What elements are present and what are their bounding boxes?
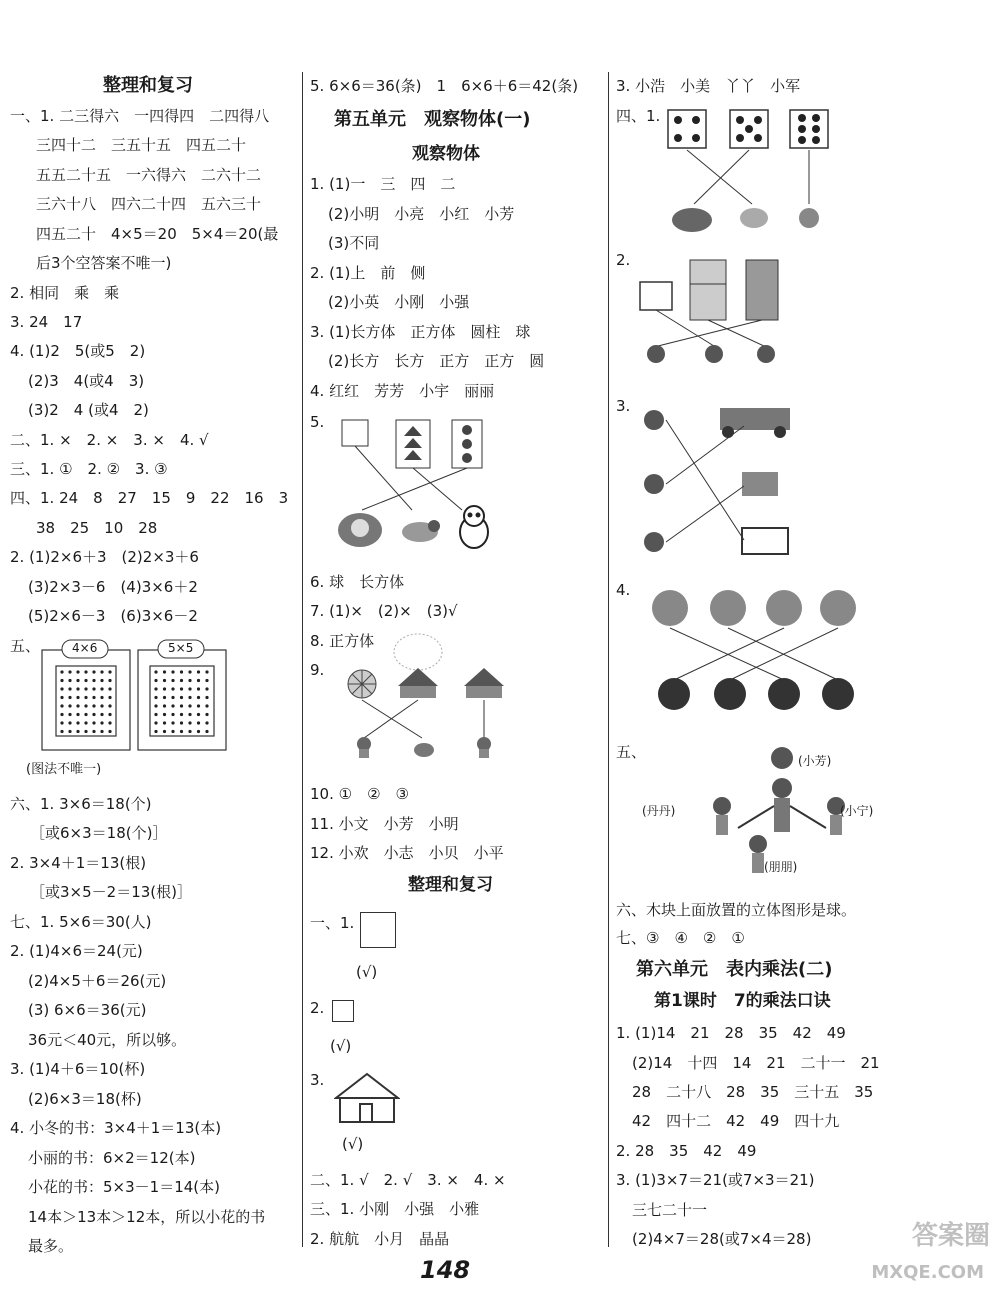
answer-line: 4. 小冬的书：3×4＋1＝13(本): [10, 1119, 222, 1137]
answer-line: 3.: [616, 397, 631, 415]
grid-dot: [188, 721, 191, 724]
answer-line: 七、③ ④ ② ①: [616, 929, 745, 947]
grid-dot: [188, 730, 191, 733]
grid-dot: [163, 713, 166, 716]
answer-line: 二、1. × 2. × 3. × 4. √: [10, 431, 209, 449]
answer-line: 2. 3×4＋1＝13(根): [10, 854, 147, 872]
grid-dot: [180, 721, 183, 724]
grid-dot: [180, 730, 183, 733]
answer-line: 小丽的书：6×2＝12(本): [28, 1149, 196, 1167]
grid-dot: [68, 730, 71, 733]
answer-line: (3)2 4 (或4 2): [28, 401, 149, 419]
answer-line: (2)长方 长方 正方 正方 圆: [328, 352, 545, 370]
grid-dot: [100, 670, 103, 673]
grid-dot: [108, 670, 111, 673]
view-matching-figure-q5: [332, 416, 502, 556]
check-mark: (√): [330, 1037, 352, 1055]
answer-line: 小花的书：5×3－1＝14(本): [28, 1178, 220, 1196]
grid-dot: [163, 687, 166, 690]
grid-dot: [92, 679, 95, 682]
answer-line: 六、木块上面放置的立体图形是球。: [616, 901, 857, 919]
column-3: [614, 70, 994, 1250]
answer-line: 1. (1)一 三 四 二: [310, 175, 456, 193]
answer-line: 5. 6×6＝36(条) 1 6×6＋6＝42(条): [310, 77, 579, 95]
grid-dot: [205, 687, 208, 690]
grid-dot: [108, 704, 111, 707]
grid-dot: [205, 704, 208, 707]
section-five-label: 五、: [10, 637, 41, 655]
grid-label-4x6: 4×6: [72, 641, 98, 655]
answer-line: 6. 球 长方体: [310, 573, 405, 591]
answer-line: 38 25 10 28: [36, 519, 158, 537]
grid-dot: [76, 679, 79, 682]
grid-dot: [197, 687, 200, 690]
grid-dot: [92, 696, 95, 699]
grid-dot: [171, 679, 174, 682]
grid-dot: [60, 730, 63, 733]
answer-line: 后3个空答案不唯一): [36, 254, 172, 272]
grid-dot: [180, 670, 183, 673]
grid-dot: [154, 730, 157, 733]
grid-dot: [84, 679, 87, 682]
answer-line: 3. (1)长方体 正方体 圆柱 球: [310, 323, 531, 341]
bear-matching-figure: [634, 580, 874, 720]
grid-dot: [100, 696, 103, 699]
answer-line: 最多。: [28, 1237, 74, 1255]
grid-dot: [60, 670, 63, 673]
grid-dot: [163, 670, 166, 673]
grid-dot: [188, 696, 191, 699]
answer-line: 8. 正方体: [310, 632, 375, 650]
answer-line: (3)不同: [328, 234, 380, 252]
grid-dot: [154, 696, 157, 699]
grid-dot: [108, 696, 111, 699]
grid-dot: [84, 713, 87, 716]
answer-line: 一、1.: [310, 914, 355, 932]
grid-dot: [76, 721, 79, 724]
grid-dot: [60, 713, 63, 716]
answer-line: 3. (1)4＋6＝10(杯): [10, 1060, 146, 1078]
grid-dot: [205, 670, 208, 673]
grid-dot: [205, 696, 208, 699]
grid-dot: [154, 687, 157, 690]
answer-line: 3. 24 17: [10, 313, 83, 331]
grid-dot: [171, 670, 174, 673]
answer-line: 42 四十二 42 49 四十九: [632, 1112, 840, 1130]
answer-line: ［或3×5－2＝13(根)］: [30, 883, 192, 901]
grid-dot: [197, 670, 200, 673]
answer-line: 三、1. ① 2. ② 3. ③: [10, 460, 168, 478]
grid-dot: [154, 704, 157, 707]
answer-line: 五五二十五 一六得六 二六十二: [36, 166, 262, 184]
answer-line: (2)4×7＝28(或7×4＝28): [632, 1230, 812, 1248]
grid-dot: [163, 730, 166, 733]
answer-line: (2)小英 小刚 小强: [328, 293, 470, 311]
dot-grid-figure: [38, 638, 238, 753]
answer-line: (5)2×6－3 (6)3×6－2: [28, 607, 198, 625]
grid-dot: [100, 687, 103, 690]
answer-line: 2. 28 35 42 49: [616, 1142, 757, 1160]
grid-dot: [154, 721, 157, 724]
grid-dot: [197, 730, 200, 733]
grid-dot: [84, 670, 87, 673]
grid-dot: [188, 713, 191, 716]
grid-dot: [68, 704, 71, 707]
answer-line: 七、1. 5×6＝30(人): [10, 913, 152, 931]
grid-dot: [180, 713, 183, 716]
grid-dot: [205, 679, 208, 682]
view-matching-figure-q9: [332, 630, 512, 760]
kid-label: (朋朋): [764, 860, 798, 874]
grid-dot: [60, 687, 63, 690]
answer-line: 2. (1)2×6＋3 (2)2×3＋6: [10, 548, 199, 566]
grid-dot: [180, 687, 183, 690]
grid-dot: [163, 679, 166, 682]
answer-line: 10. ① ② ③: [310, 785, 409, 803]
answer-line: 28 二十八 28 35 三十五 35: [632, 1083, 874, 1101]
grid-dot: [68, 696, 71, 699]
grid-dot: [197, 679, 200, 682]
answer-line: 四、1. 24 8 27 15 9 22 16 3: [10, 489, 289, 507]
answer-line: (3)2×3－6 (4)3×6＋2: [28, 578, 198, 596]
grid-dot: [163, 721, 166, 724]
grid-dot: [100, 721, 103, 724]
answer-line: 二、1. √ 2. √ 3. × 4. ×: [310, 1171, 506, 1189]
column-divider-1: [302, 72, 303, 1247]
review-title-2: 整理和复习: [408, 875, 493, 895]
answer-line: (2)小明 小亮 小红 小芳: [328, 205, 515, 223]
grid-dot: [197, 696, 200, 699]
answer-line: 36元＜40元，所以够。: [28, 1031, 187, 1049]
small-square-shape: [332, 1000, 354, 1022]
grid-dot: [100, 679, 103, 682]
grid-dot: [171, 696, 174, 699]
answer-line: 2. (1)上 前 侧: [310, 264, 426, 282]
unit-five-title: 第五单元 观察物体(一): [334, 109, 531, 130]
answer-line: 4. 红红 芳芳 小宇 丽丽: [310, 382, 495, 400]
grid-dot: [100, 704, 103, 707]
grid-dot: [100, 713, 103, 716]
answer-line: 一、1. 二三得六 一四得四 二四得八: [10, 107, 270, 125]
grid-dot: [68, 687, 71, 690]
check-mark: (√): [356, 963, 378, 981]
answer-line: 三七二十一: [632, 1201, 708, 1219]
watermark-url: MXQE.COM: [871, 1262, 984, 1283]
grid-dot: [197, 721, 200, 724]
answer-line: (2)4×5＋6＝26(元): [28, 972, 167, 990]
lesson-title-7: 第1课时 7的乘法口诀: [654, 991, 831, 1011]
view-matching-figure-3: [634, 402, 834, 562]
grid-dot: [92, 721, 95, 724]
grid-dot: [108, 721, 111, 724]
unit-six-title: 第六单元 表内乘法(二): [636, 959, 833, 980]
grid-dot: [154, 679, 157, 682]
grid-dot: [76, 670, 79, 673]
grid-dot: [60, 721, 63, 724]
answer-line: 3. (1)3×7＝21(或7×3＝21): [616, 1171, 815, 1189]
answer-line: (2)14 十四 14 21 二十一 21: [632, 1054, 880, 1072]
grid-dot: [205, 721, 208, 724]
answer-line: (2)3 4(或4 3): [28, 372, 145, 390]
house-shape: [334, 1072, 400, 1124]
grid-dot: [68, 713, 71, 716]
grid-dot: [188, 679, 191, 682]
grid-dot: [76, 687, 79, 690]
grid-dot: [197, 713, 200, 716]
answer-line: 3. 小浩 小美 丫丫 小军: [616, 77, 801, 95]
grid-dot: [92, 713, 95, 716]
grid-dot: [84, 704, 87, 707]
grid-dot: [68, 679, 71, 682]
grid-dot: [180, 696, 183, 699]
answer-line: 四五二十 4×5＝20 5×4＝20(最: [36, 225, 279, 243]
grid-dot: [84, 721, 87, 724]
lesson-title: 观察物体: [412, 144, 480, 164]
grid-dot: [163, 704, 166, 707]
grid-dot: [60, 704, 63, 707]
grid-dot: [188, 687, 191, 690]
grid-dot: [92, 704, 95, 707]
grid-dot: [92, 687, 95, 690]
watermark: 答案圈: [911, 1221, 990, 1251]
answer-line: 11. 小文 小芳 小明: [310, 815, 459, 833]
answer-line: 三六十八 四六二十四 五六三十: [36, 195, 262, 213]
answer-line: 三、1. 小刚 小强 小雅: [310, 1200, 480, 1218]
column-2: [308, 70, 604, 1250]
section-five-label: 五、: [616, 743, 647, 761]
grid-dot: [76, 696, 79, 699]
grid-dot: [154, 670, 157, 673]
grid-dot: [76, 730, 79, 733]
grid-dot: [84, 687, 87, 690]
kid-label: (小宁): [840, 804, 874, 818]
grid-label-5x5: 5×5: [168, 641, 194, 655]
grid-dot: [100, 730, 103, 733]
grid-dot: [180, 679, 183, 682]
answer-line: 3.: [310, 1071, 325, 1089]
answer-line: 1. (1)14 21 28 35 42 49: [616, 1024, 846, 1042]
answer-line: 2. 航航 小月 晶晶: [310, 1230, 450, 1248]
grid-dot: [197, 704, 200, 707]
answer-line: ［或6×3＝18(个)］: [30, 824, 168, 842]
grid-dot: [163, 696, 166, 699]
answer-line: 9.: [310, 661, 325, 679]
answer-line: 2.: [616, 251, 631, 269]
kid-label: (丹丹): [642, 804, 676, 818]
grid-dot: [68, 670, 71, 673]
grid-dot: [171, 721, 174, 724]
grid-dot: [171, 730, 174, 733]
grid-dot: [171, 713, 174, 716]
grid-dot: [92, 670, 95, 673]
grid-dot: [60, 696, 63, 699]
grid-dot: [84, 730, 87, 733]
answer-line: 2. 相同 乘 乘: [10, 284, 120, 302]
column-divider-2: [608, 72, 609, 1247]
grid-dot: [205, 713, 208, 716]
grid-dot: [108, 713, 111, 716]
grid-dot: [108, 679, 111, 682]
grid-dot: [188, 704, 191, 707]
answer-line: 2.: [310, 999, 325, 1017]
grid-dot: [60, 679, 63, 682]
grid-dot: [154, 713, 157, 716]
answer-line: 2. (1)4×6＝24(元): [10, 942, 143, 960]
dice-matching-figure: [664, 108, 884, 236]
column-1: [8, 70, 298, 1255]
check-mark: (√): [342, 1135, 364, 1153]
grid-dot: [205, 730, 208, 733]
grid-dot: [92, 730, 95, 733]
answer-line: 7. (1)× (2)× (3)√: [310, 602, 458, 620]
answer-line: 六、1. 3×6＝18(个): [10, 795, 152, 813]
grid-dot: [68, 721, 71, 724]
square-shape: [360, 912, 396, 948]
answer-line: 14本＞13本＞12本，所以小花的书: [28, 1208, 266, 1226]
answer-line: 4.: [616, 581, 631, 599]
answer-line: 四、1.: [616, 107, 661, 125]
grid-dot: [108, 687, 111, 690]
grid-dot: [76, 704, 79, 707]
grid-dot: [76, 713, 79, 716]
answer-line: 5.: [310, 413, 325, 431]
review-title: 整理和复习: [103, 75, 193, 96]
grid-dot: [171, 704, 174, 707]
page-number: 148: [420, 1256, 471, 1284]
view-matching-figure-2: [634, 254, 814, 364]
answer-line: 三四十二 三五十五 四五二十: [36, 136, 247, 154]
answer-line: (3) 6×6＝36(元): [28, 1001, 147, 1019]
grid-dot: [188, 670, 191, 673]
grid-dot: [171, 687, 174, 690]
answer-line: 4. (1)2 5(或5 2): [10, 342, 146, 360]
grid-dot: [180, 704, 183, 707]
grid-dot: [108, 730, 111, 733]
grid-dot: [84, 696, 87, 699]
answer-line: (2)6×3＝18(杯): [28, 1090, 142, 1108]
answer-line: 12. 小欢 小志 小贝 小平: [310, 844, 504, 862]
figure-note: (图法不唯一): [26, 762, 102, 777]
kid-label: (小芳): [798, 754, 832, 768]
